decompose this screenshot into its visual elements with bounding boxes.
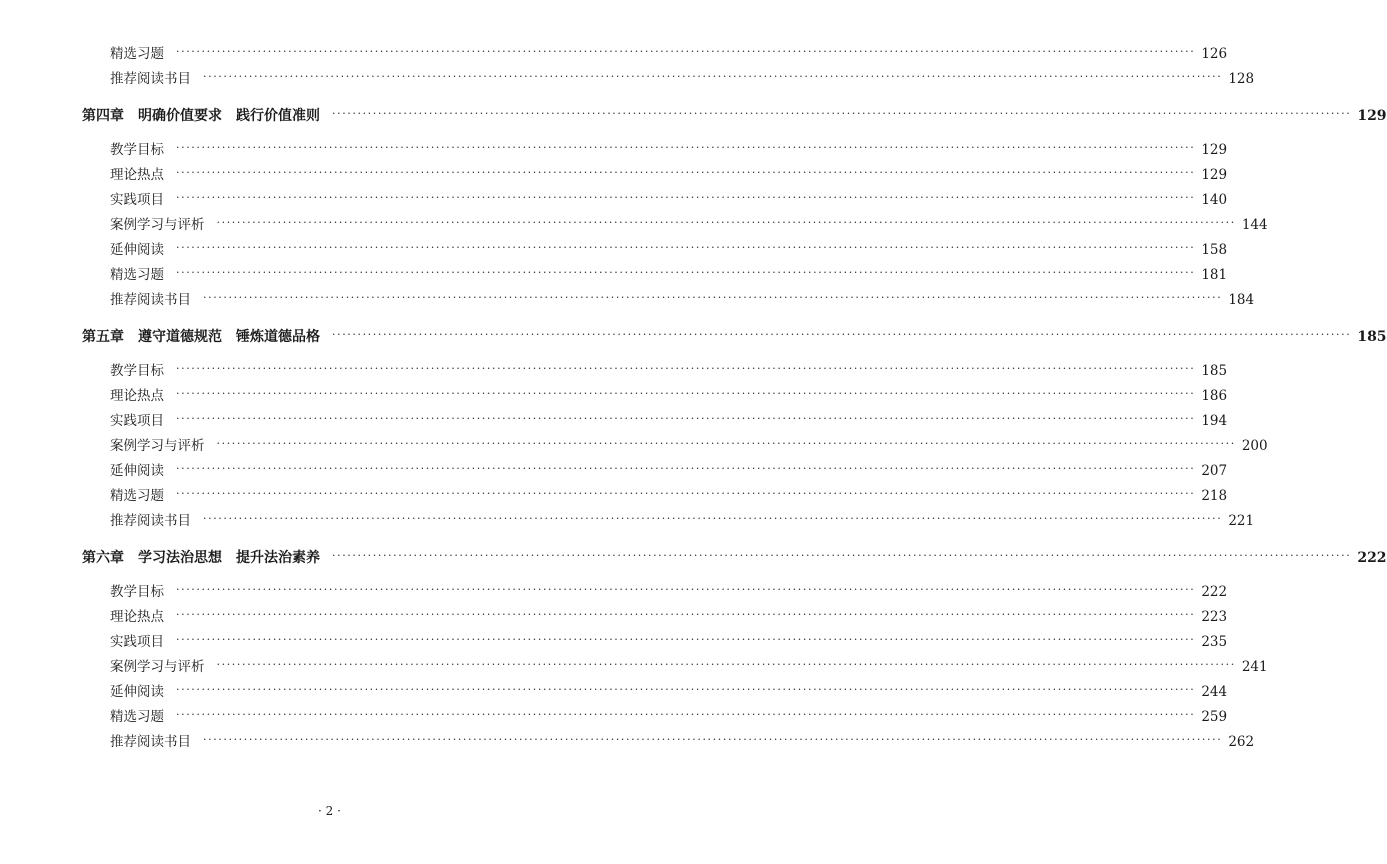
section-title: 延伸阅读 xyxy=(110,463,164,479)
dot-leader: ········································································································································································································ xyxy=(176,462,1196,475)
toc-section-entry[interactable] xyxy=(0,730,1255,755)
toc-chapter-entry[interactable] xyxy=(0,538,1387,578)
page-number: 262 xyxy=(1228,734,1255,750)
section-title: 理论热点 xyxy=(110,167,164,183)
page-number: 140 xyxy=(1201,192,1228,208)
section-title: 精选习题 xyxy=(110,709,164,725)
dot-leader: ········································································································································································································ xyxy=(216,216,1236,229)
toc-section-entry[interactable] xyxy=(0,509,1255,534)
page-number: 185 xyxy=(1357,329,1387,345)
dot-leader: ········································································································································································································ xyxy=(176,362,1196,375)
dot-leader: ········································································································································································································ xyxy=(176,683,1196,696)
chapter-title-part-a: 遵守道德规范 xyxy=(138,329,222,345)
section-title: 理论热点 xyxy=(110,388,164,404)
page-number: 259 xyxy=(1201,709,1228,725)
page-number: 222 xyxy=(1201,584,1228,600)
dot-leader: ········································································································································································································ xyxy=(176,387,1196,400)
section-title: 推荐阅读书目 xyxy=(110,292,191,308)
chapter-title-part-a: 明确价值要求 xyxy=(138,108,222,124)
dot-leader: ········································································································································································································ xyxy=(176,191,1196,204)
page-number: 126 xyxy=(1201,46,1228,62)
section-title: 精选习题 xyxy=(110,267,164,283)
dot-leader: ········································································································································································································ xyxy=(332,107,1352,120)
dot-leader: ········································································································································································································ xyxy=(176,583,1196,596)
chapter-title-part-b: 践行价值准则 xyxy=(236,108,320,124)
page-number: 129 xyxy=(1201,167,1228,183)
page-number: 129 xyxy=(1357,108,1387,124)
page-number: 181 xyxy=(1201,267,1228,283)
page-number: 200 xyxy=(1241,438,1268,454)
page-number: 218 xyxy=(1201,488,1228,504)
page-number: 158 xyxy=(1201,242,1228,258)
dot-leader: ········································································································································································································ xyxy=(216,437,1236,450)
section-title: 教学目标 xyxy=(110,363,164,379)
chapter-title-part-a: 学习法治思想 xyxy=(138,550,222,566)
dot-leader: ········································································································································································································ xyxy=(203,512,1223,525)
page-number: 184 xyxy=(1228,292,1255,308)
dot-leader: ········································································································································································································ xyxy=(176,412,1196,425)
chapter-title-part-b: 锤炼道德品格 xyxy=(236,329,320,345)
page-number: 128 xyxy=(1228,71,1255,87)
section-title: 实践项目 xyxy=(110,413,164,429)
chapter-title xyxy=(82,317,320,357)
section-title: 实践项目 xyxy=(110,192,164,208)
toc-chapter-entry[interactable] xyxy=(0,317,1387,357)
chapter-title-part-b: 提升法治素养 xyxy=(236,550,320,566)
dot-leader: ········································································································································································································ xyxy=(216,658,1236,671)
section-title: 案例学习与评析 xyxy=(110,659,205,675)
toc-section-entry[interactable] xyxy=(0,67,1255,92)
dot-leader: ········································································································································································································ xyxy=(203,70,1223,83)
chapter-number: 第四章 xyxy=(82,108,124,124)
dot-leader: ········································································································································································································ xyxy=(203,733,1223,746)
chapter-title xyxy=(82,96,320,136)
page-number: 129 xyxy=(1201,142,1228,158)
section-title: 教学目标 xyxy=(110,142,164,158)
dot-leader: ········································································································································································································ xyxy=(176,45,1196,58)
table-of-contents xyxy=(0,42,1387,755)
section-title: 推荐阅读书目 xyxy=(110,71,191,87)
section-title: 实践项目 xyxy=(110,634,164,650)
chapter-title xyxy=(82,538,320,578)
page-number: 241 xyxy=(1241,659,1268,675)
toc-section-entry[interactable] xyxy=(0,288,1255,313)
page-number: 222 xyxy=(1357,550,1387,566)
page-number: 221 xyxy=(1228,513,1255,529)
dot-leader: ········································································································································································································ xyxy=(332,549,1352,562)
page-number: 144 xyxy=(1241,217,1268,233)
dot-leader: ········································································································································································································ xyxy=(176,241,1196,254)
section-title: 精选习题 xyxy=(110,488,164,504)
chapter-number: 第六章 xyxy=(82,550,124,566)
section-title: 延伸阅读 xyxy=(110,242,164,258)
section-title: 精选习题 xyxy=(110,46,164,62)
page-number: 223 xyxy=(1201,609,1228,625)
section-title: 教学目标 xyxy=(110,584,164,600)
section-title: 推荐阅读书目 xyxy=(110,513,191,529)
dot-leader: ········································································································································································································ xyxy=(176,608,1196,621)
page-number-footer: · 2 · xyxy=(318,804,341,818)
section-title: 案例学习与评析 xyxy=(110,217,205,233)
page-number: 194 xyxy=(1201,413,1228,429)
page-number: 185 xyxy=(1201,363,1228,379)
dot-leader: ········································································································································································································ xyxy=(203,291,1223,304)
dot-leader: ········································································································································································································ xyxy=(176,166,1196,179)
dot-leader: ········································································································································································································ xyxy=(176,708,1196,721)
dot-leader: ········································································································································································································ xyxy=(332,328,1352,341)
page-number: 186 xyxy=(1201,388,1228,404)
section-title: 延伸阅读 xyxy=(110,684,164,700)
section-title: 理论热点 xyxy=(110,609,164,625)
page-number: 244 xyxy=(1201,684,1228,700)
section-title: 推荐阅读书目 xyxy=(110,734,191,750)
page-number: 207 xyxy=(1201,463,1228,479)
dot-leader: ········································································································································································································ xyxy=(176,141,1196,154)
chapter-number: 第五章 xyxy=(82,329,124,345)
dot-leader: ········································································································································································································ xyxy=(176,633,1196,646)
toc-chapter-entry[interactable] xyxy=(0,96,1387,136)
page-number: 235 xyxy=(1201,634,1228,650)
dot-leader: ········································································································································································································ xyxy=(176,487,1196,500)
dot-leader: ········································································································································································································ xyxy=(176,266,1196,279)
section-title: 案例学习与评析 xyxy=(110,438,205,454)
